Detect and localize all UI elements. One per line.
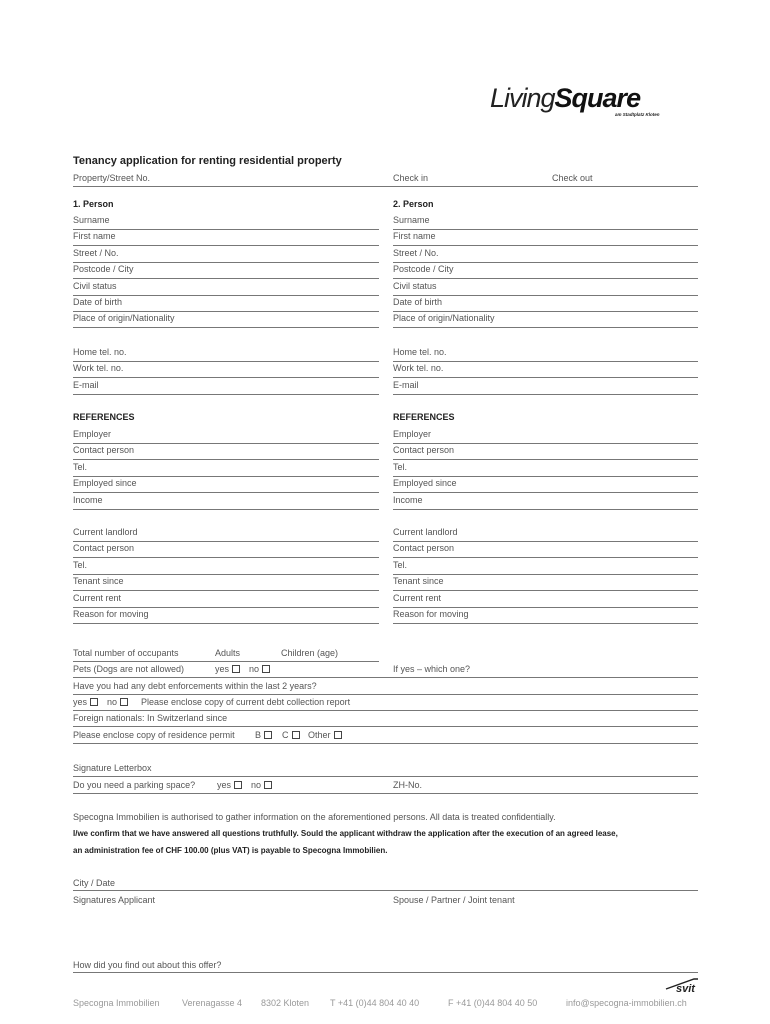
field-label: Contact person: [73, 543, 135, 554]
field-label: Postcode / City: [73, 264, 134, 275]
references-heading-right: REFERENCES: [393, 412, 455, 422]
parking-no-checkbox[interactable]: [264, 781, 272, 789]
field-label: Tel.: [393, 461, 408, 472]
brand-logo-sub: am Stadtplatz Kloten: [615, 112, 660, 117]
adults-label: Adults: [215, 648, 241, 658]
field-label: Tenant since: [73, 576, 124, 587]
field-label: Current rent: [73, 592, 122, 603]
field-label: Employed since: [73, 478, 137, 489]
debt-yes-checkbox[interactable]: [90, 698, 98, 706]
field-row[interactable]: [393, 380, 698, 395]
field-row[interactable]: [73, 248, 379, 263]
property-street-label: Property/Street No.: [73, 173, 151, 183]
debt-no-option[interactable]: [107, 697, 128, 707]
field-label: Employer: [393, 429, 432, 439]
field-label: Current landlord: [73, 527, 138, 537]
person2-heading: 2. Person: [393, 199, 434, 209]
pets-yes-label: yes: [215, 664, 230, 674]
footer-tel: T +41 (0)44 804 40 40: [330, 998, 420, 1008]
parking-yes-checkbox[interactable]: [234, 781, 242, 789]
person1-heading: 1. Person: [73, 199, 114, 209]
field-row[interactable]: [393, 576, 698, 591]
footer-city: 8302 Kloten: [261, 998, 310, 1008]
pets-no-label: no: [249, 664, 260, 674]
field-row[interactable]: [73, 560, 379, 575]
parking-line: [73, 793, 698, 794]
debt-no-checkbox[interactable]: [120, 698, 128, 706]
footer-email[interactable]: info@specogna-immobilien.ch: [566, 998, 687, 1008]
field-row[interactable]: [73, 264, 379, 279]
field-row[interactable]: [73, 495, 379, 510]
check-out-label: Check out: [552, 173, 593, 183]
field-row[interactable]: [73, 380, 379, 395]
brand-logo-part2: Square: [554, 83, 641, 113]
foreign-line: [73, 726, 698, 727]
field-label: Place of origin/Nationality: [73, 313, 175, 324]
field-row[interactable]: [73, 429, 379, 444]
permit-line: [73, 743, 698, 744]
signatures-spouse-label: Spouse / Partner / Joint tenant: [393, 895, 515, 905]
field-label: Work tel. no.: [393, 363, 444, 374]
field-label: Home tel. no.: [393, 347, 447, 357]
svit-label: svit: [676, 983, 695, 995]
field-row[interactable]: [73, 462, 379, 477]
field-row[interactable]: [393, 495, 698, 510]
footer-street: Verenagasse 4: [182, 998, 243, 1008]
permit-other-option[interactable]: [308, 730, 342, 740]
how-found-label: How did you find out about this offer?: [73, 960, 222, 970]
page-title: Tenancy application for renting residential property: [73, 155, 342, 167]
field-label: Home tel. no.: [73, 347, 127, 357]
disclaimer-text: Specogna Immobilien is authorised to gather information on the aforementioned persons. All data is treated confidentially.: [73, 812, 556, 822]
city-date-label: City / Date: [73, 878, 116, 888]
parking-no-label: no: [251, 780, 262, 790]
field-row[interactable]: [393, 313, 698, 328]
field-row[interactable]: [73, 445, 379, 460]
confirm-text-1: I/we confirm that we have answered all questions truthfully. Sould the applicant withdraw the application after the execution of an agreed lease,: [73, 829, 618, 838]
field-row[interactable]: [393, 478, 698, 493]
permit-note: Please enclose copy of residence permit: [73, 730, 235, 740]
foreign-label: Foreign nationals: In Switzerland since: [73, 713, 228, 723]
field-row[interactable]: [73, 313, 379, 328]
field-label: Tel.: [393, 559, 408, 570]
field-row[interactable]: [393, 231, 698, 246]
field-row[interactable]: [393, 429, 698, 444]
field-label: Civil status: [393, 280, 437, 291]
field-row[interactable]: [73, 363, 379, 378]
pets-no-option[interactable]: [249, 664, 270, 674]
debt-line: [73, 710, 698, 711]
field-row[interactable]: [73, 215, 379, 230]
field-row[interactable]: [73, 478, 379, 493]
signatures-applicant-label: Signatures Applicant: [73, 895, 156, 905]
references-heading-left: REFERENCES: [73, 412, 135, 422]
parking-no-option[interactable]: [251, 780, 272, 790]
permit-other-label: Other: [308, 730, 331, 740]
field-label: Date of birth: [73, 297, 123, 307]
field-label: Surname: [73, 215, 110, 225]
debt-question: Have you had any debt enforcements within the last 2 years?: [73, 681, 317, 691]
field-label: Surname: [393, 215, 430, 225]
field-label: Current landlord: [393, 527, 458, 537]
field-label: Contact person: [393, 543, 455, 554]
field-label: Work tel. no.: [73, 363, 124, 374]
field-row[interactable]: [73, 543, 379, 558]
field-label: Employer: [73, 429, 112, 439]
letterbox-label: Signature Letterbox: [73, 763, 152, 773]
header-underline: [73, 186, 698, 187]
brand-logo: [490, 83, 700, 117]
field-row[interactable]: [393, 297, 698, 312]
permit-other-checkbox[interactable]: [334, 731, 342, 739]
city-date-line: [73, 890, 698, 891]
field-row[interactable]: [393, 543, 698, 558]
permit-c-option[interactable]: [282, 730, 300, 740]
permit-b-option[interactable]: [255, 730, 272, 740]
field-label: E-mail: [393, 379, 419, 390]
field-row[interactable]: [73, 347, 379, 362]
debt-yes-option[interactable]: [73, 697, 98, 707]
field-label: Postcode / City: [393, 264, 454, 275]
parking-yes-label: yes: [217, 780, 232, 790]
field-label: Street / No.: [73, 247, 119, 258]
letterbox-line: [73, 776, 698, 777]
children-label: Children (age): [281, 648, 339, 658]
field-label: Income: [393, 494, 423, 505]
field-row[interactable]: [393, 215, 698, 230]
pets-which-label: If yes – which one?: [393, 664, 471, 674]
field-label: Income: [73, 494, 103, 505]
zh-no-label: ZH-No.: [393, 780, 422, 790]
check-in-label: Check in: [393, 173, 429, 183]
parking-yes-option[interactable]: [217, 780, 242, 790]
permit-b-checkbox[interactable]: [264, 731, 272, 739]
field-label: First name: [73, 231, 116, 242]
permit-b-label: B: [255, 730, 262, 740]
occupants-line: [73, 661, 379, 662]
confirm-text-2: an administration fee of CHF 100.00 (plus VAT) is payable to Specogna Immobilien.: [73, 846, 388, 855]
field-label: Tel.: [73, 461, 88, 472]
field-label: Tenant since: [393, 576, 444, 587]
field-label: E-mail: [73, 379, 99, 390]
field-label: Date of birth: [393, 297, 443, 307]
how-found-line: [73, 972, 698, 973]
permit-c-label: C: [282, 730, 289, 740]
permit-c-checkbox[interactable]: [292, 731, 300, 739]
field-label: Civil status: [73, 280, 117, 291]
debt-yes-label: yes: [73, 697, 88, 707]
brand-logo-part1: Living: [490, 83, 555, 113]
debt-note: Please enclose copy of current debt collection report: [141, 697, 351, 707]
field-label: Current rent: [393, 592, 442, 603]
field-label: Employed since: [393, 478, 457, 489]
field-label: Contact person: [393, 445, 455, 456]
svit-logo: [664, 978, 700, 998]
pets-yes-checkbox[interactable]: [232, 665, 240, 673]
field-label: Reason for moving: [393, 609, 469, 619]
field-row[interactable]: [393, 248, 698, 263]
field-label: Reason for moving: [73, 609, 149, 619]
field-row[interactable]: [73, 576, 379, 591]
field-row[interactable]: [393, 347, 698, 362]
debt-question-line: [73, 694, 698, 695]
field-row[interactable]: [73, 527, 379, 542]
field-row[interactable]: [393, 609, 698, 624]
field-row[interactable]: [73, 297, 379, 312]
field-row[interactable]: [73, 231, 379, 246]
field-row[interactable]: [393, 281, 698, 296]
debt-no-label: no: [107, 697, 118, 707]
field-row[interactable]: [393, 527, 698, 542]
field-row[interactable]: [73, 593, 379, 608]
field-label: Place of origin/Nationality: [393, 313, 495, 324]
field-label: First name: [393, 231, 436, 242]
field-row[interactable]: [393, 462, 698, 477]
pets-line: [73, 677, 698, 678]
field-row[interactable]: [393, 560, 698, 575]
total-occupants-label: Total number of occupants: [73, 648, 179, 658]
footer-fax: F +41 (0)44 804 40 50: [448, 998, 538, 1008]
field-row[interactable]: [73, 281, 379, 296]
pets-no-checkbox[interactable]: [262, 665, 270, 673]
pets-yes-option[interactable]: [215, 664, 240, 674]
pets-label: Pets (Dogs are not allowed): [73, 664, 185, 674]
field-label: Contact person: [73, 445, 135, 456]
field-row[interactable]: [393, 593, 698, 608]
footer-company: Specogna Immobilien: [73, 998, 160, 1008]
field-label: Tel.: [73, 559, 88, 570]
field-row[interactable]: [393, 264, 698, 279]
parking-label: Do you need a parking space?: [73, 780, 196, 790]
field-row[interactable]: [393, 363, 698, 378]
field-row[interactable]: [393, 445, 698, 460]
field-label: Street / No.: [393, 247, 439, 258]
field-row[interactable]: [73, 609, 379, 624]
